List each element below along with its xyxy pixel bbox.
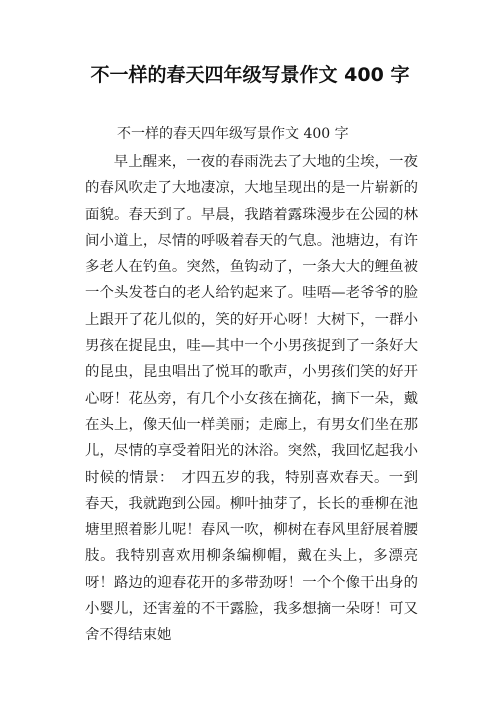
document-title: 不一样的春天四年级写景作文 400 字 — [90, 64, 410, 86]
document-subtitle: 不一样的春天四年级写景作文 400 字 — [117, 126, 349, 142]
body-paragraph: 早上醒来，一夜的春雨洗去了大地的尘埃，一夜的春风吹走了大地凄凉，大地呈现出的是一片崭新的面貌。春天到了。早晨，我踏着露珠漫步在公园的林间小道上，尽情的呼吸着春天的气息。池塘边，有许多老人在钓鱼。突然，鱼钩动了，一条大大的鲤鱼被一个头发苍白的老人给钓起来了。哇唔—老爷爷的脸上跟开了花儿似的，笑的好开心呀！大树下，一群小男孩在捉昆虫，哇—其中一个小男孩捉到了一条好大的昆虫，昆虫唱出了悦耳的歌声，小男孩们笑的好开心呀！花丛旁，有几个小女孩在摘花，摘下一朵，戴在头上，像天仙一样美丽；走廊上，有男女们坐在那儿，尽情的享受着阳光的沐浴。突然，我回忆起我小时候的情景： 才四五岁的我，特别喜欢春天。一到春天，我就跑到公园。柳叶抽芽了，长长的垂柳在池塘里照着影儿呢！春风一吹，柳树在春风里舒展着腰肢。我特别喜欢用柳条编柳帽，戴在头上，多漂亮呀！路边的迎春花开的多带劲呀！一个个像干出身的小婴儿，还害羞的不干露脸，我多想摘一朵呀！可又舍不得结束她 — [85, 154, 418, 644]
